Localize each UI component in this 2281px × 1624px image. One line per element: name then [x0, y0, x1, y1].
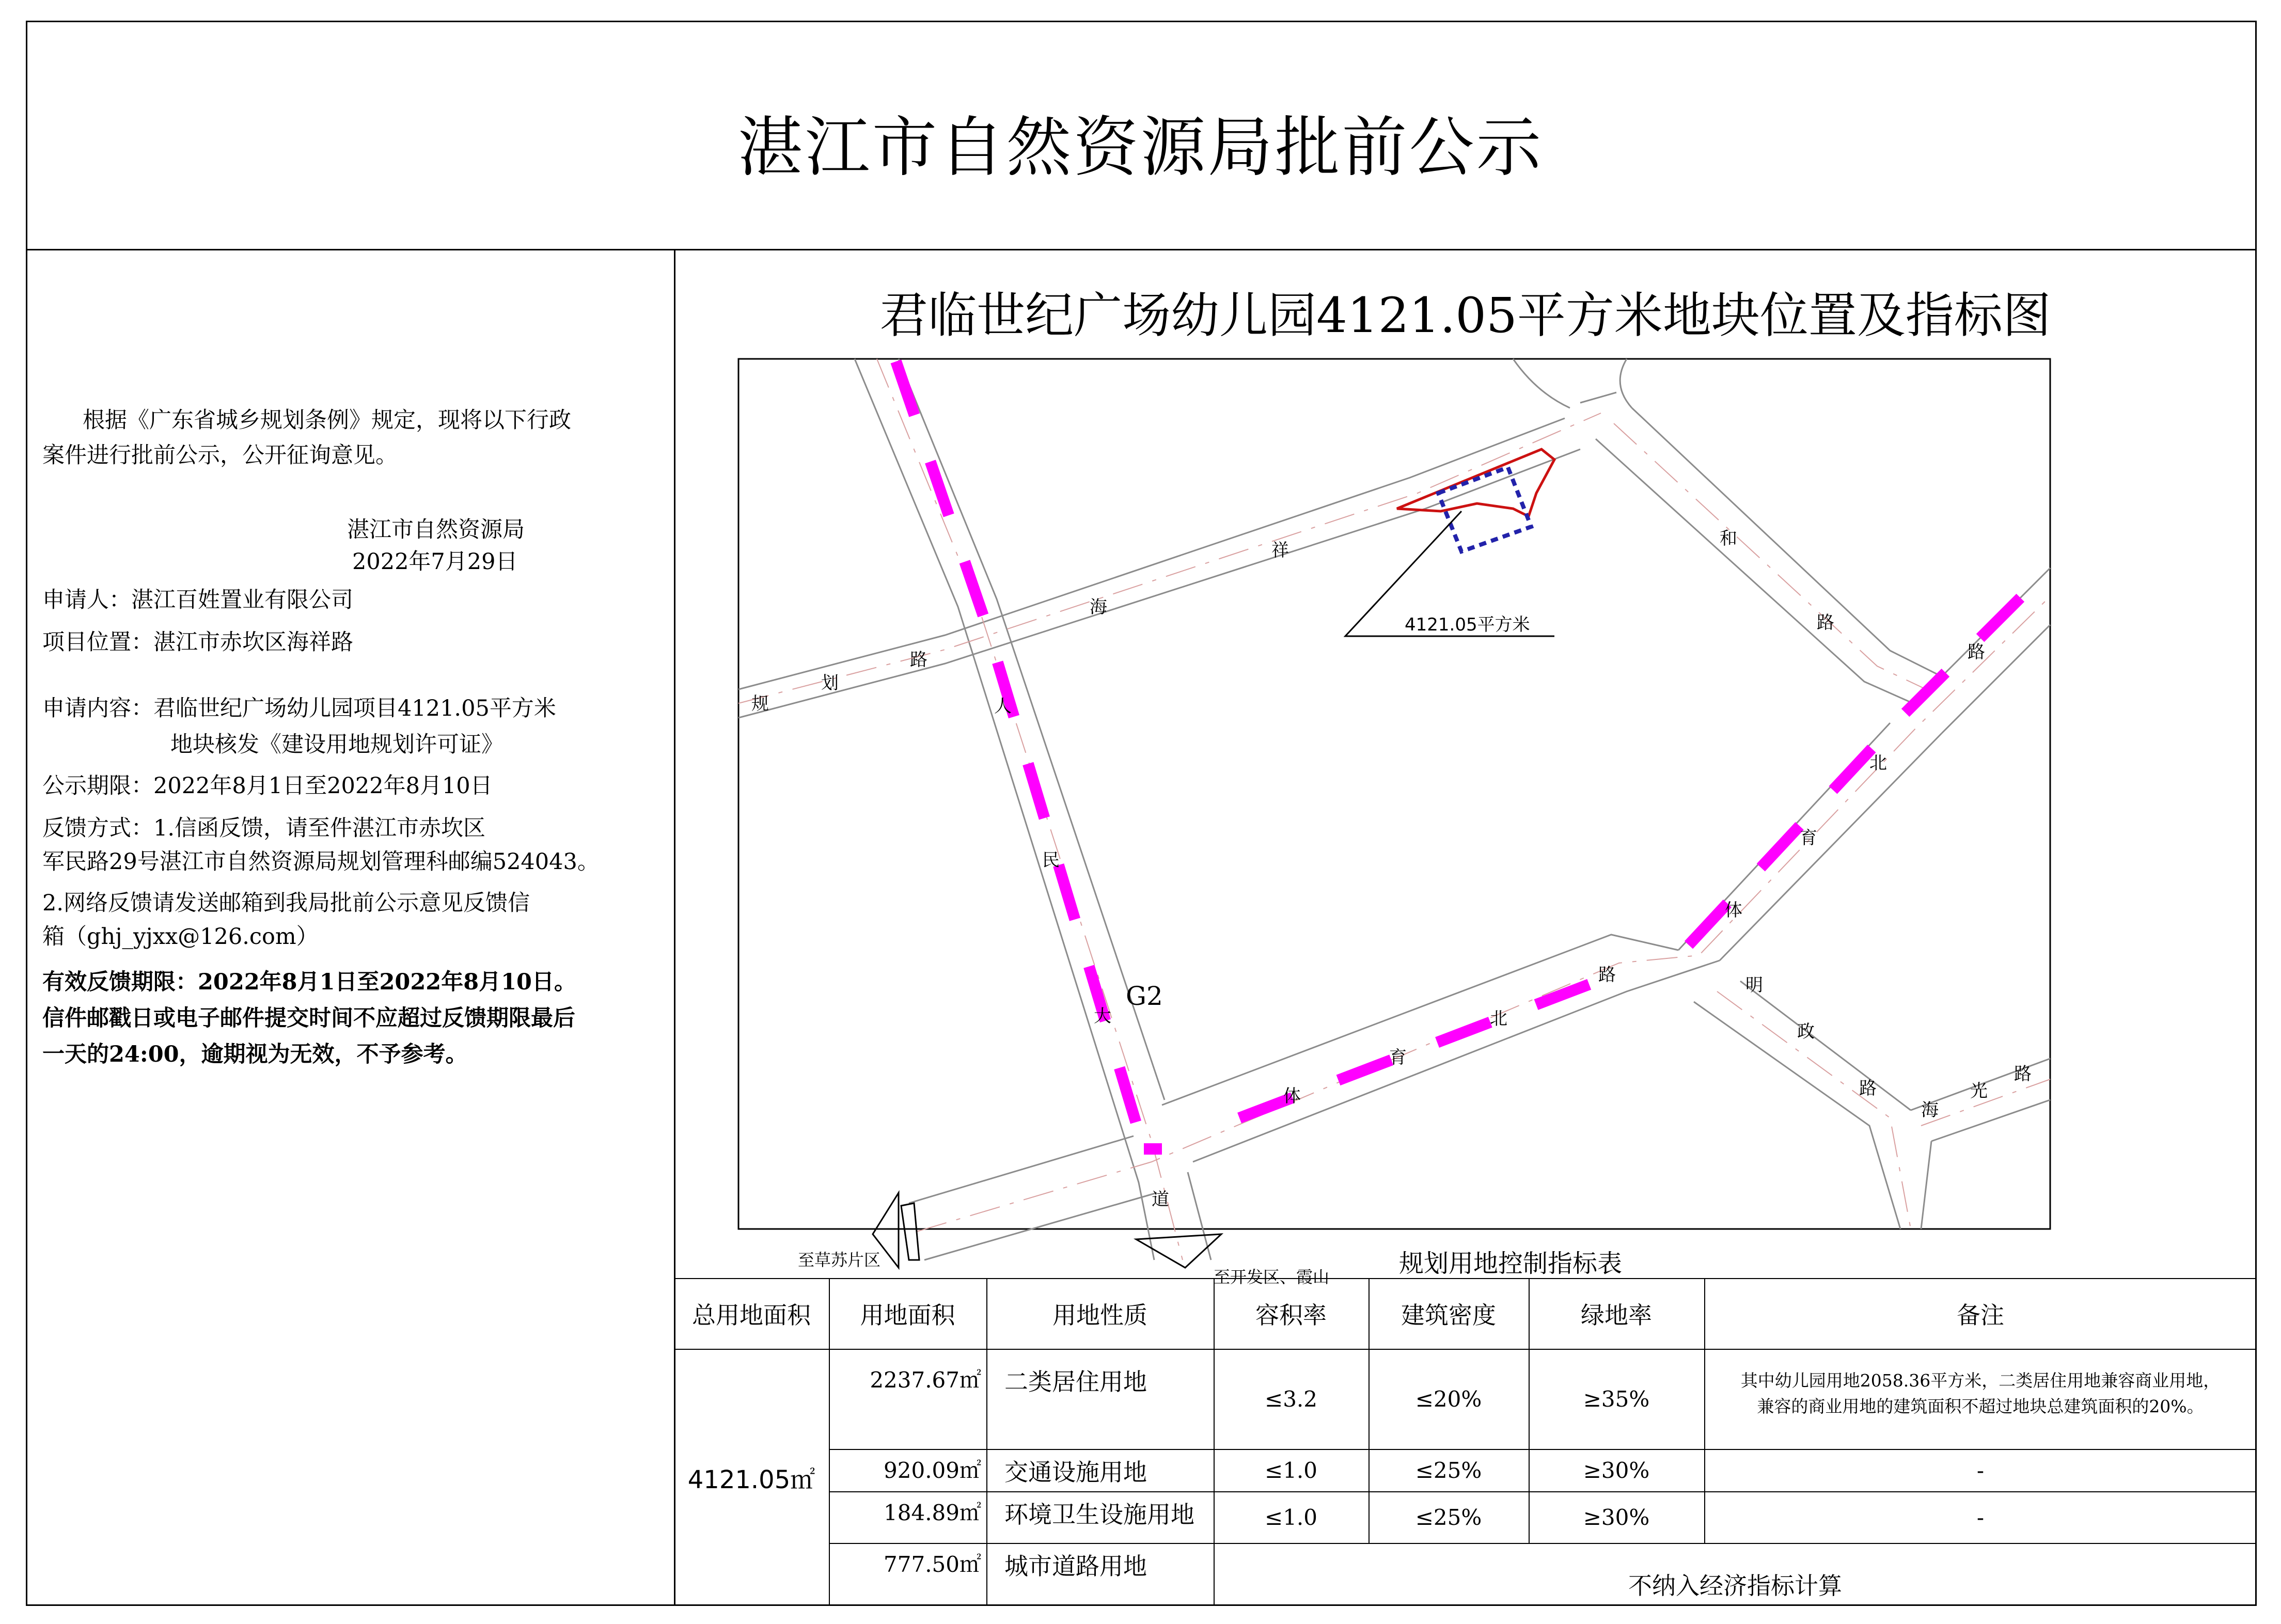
arrow-west-label: 至草苏片区	[798, 1250, 881, 1270]
road-char-renmin-2: 民	[1042, 850, 1060, 871]
road-char-tiyu-n-2: 北	[1869, 753, 1887, 774]
notice-feedback-line3: 2.网络反馈请发送邮箱到我局批前公示意见反馈信	[42, 890, 530, 916]
page-title: 湛江市自然资源局批前公示	[737, 109, 1544, 185]
row2-far: ≤1.0	[1265, 1457, 1317, 1483]
row1-area: 2237.67㎡	[870, 1367, 981, 1393]
notice-issue-date: 2022年7月29日	[352, 549, 518, 575]
tiyu-road-upper-ne2	[1942, 625, 2050, 733]
centerline-tiyu	[917, 596, 2050, 1232]
notice-deadline: 有效反馈期限：2022年8月1日至2022年8月10日。	[42, 969, 576, 995]
road-char-haiguang-2: 光	[1970, 1081, 1988, 1101]
haixiang-road-north-edge	[738, 418, 1565, 689]
row1-note-line2: 兼容的商业用地的建筑面积不超过地块总建筑面积的20%。	[1757, 1396, 2204, 1416]
road-centerlines	[738, 359, 2050, 1260]
haiguang-road-vert	[1921, 1141, 1931, 1229]
arrow-south-label: 至开发区、霞山	[1214, 1267, 1330, 1287]
notice-intro-line2: 案件进行批前公示，公开征询意见。	[42, 443, 398, 468]
row4-merged-note: 不纳入经济指标计算	[1628, 1571, 1842, 1600]
road-char-tiyu-n-4: 体	[1725, 900, 1742, 921]
road-char-renmin-1: 人	[994, 696, 1012, 717]
trunk-dash-renmin	[896, 361, 1144, 1149]
road-char-mingzheng-1: 明	[1745, 975, 1763, 996]
road-char-he-2: 路	[1817, 612, 1834, 633]
site-area-label: 4121.05平方米	[1405, 614, 1530, 635]
road-char-tiyu-s-2: 北	[1490, 1008, 1507, 1029]
road-network	[738, 359, 2050, 1260]
he-road-east-edge	[1632, 408, 1942, 676]
row2-density: ≤25%	[1415, 1457, 1482, 1483]
row3-use: 环境卫生设施用地	[1004, 1501, 1194, 1528]
table-line-row3	[829, 1543, 2257, 1544]
row1-use: 二类居住用地	[1004, 1368, 1147, 1396]
notice-feedback-email: 箱（ghj_yjxx@126.com）	[42, 924, 319, 950]
haixiang-road-south-edge	[738, 449, 1580, 718]
table-caption: 规划用地控制指标表	[1398, 1249, 1622, 1278]
notice-feedback-line1: 反馈方式：1.信函反馈，请至件湛江市赤坎区	[42, 815, 486, 841]
header-note: 备注	[1957, 1301, 2004, 1329]
road-char-haixiang-2: 祥	[1271, 540, 1289, 561]
tiyu-road-upper-east	[1720, 733, 1942, 960]
haiguang-road-south	[1931, 1100, 2050, 1141]
tiyu-road-lower-south	[1193, 960, 1720, 1162]
row4-area: 777.50㎡	[884, 1552, 981, 1577]
row2-use: 交通设施用地	[1004, 1458, 1147, 1486]
road-char-mingzheng-2: 政	[1797, 1021, 1815, 1042]
he-road-west-edge	[1596, 439, 1911, 702]
road-char-renmin-4: 道	[1152, 1189, 1169, 1210]
notice-applicant: 申请人：湛江百姓置业有限公司	[42, 587, 353, 613]
row1-note-line1: 其中幼儿园用地2058.36平方米，二类居住用地兼容商业用地，	[1740, 1370, 2221, 1391]
road-char-tiyu-s-3: 育	[1389, 1047, 1407, 1068]
header-green: 绿地率	[1581, 1301, 1652, 1329]
row4-use: 城市道路用地	[1004, 1552, 1147, 1580]
row1-far: ≤3.2	[1265, 1386, 1317, 1412]
road-char-haiguang-1: 海	[1921, 1100, 1939, 1121]
road-char-tiyu-s-1: 路	[1598, 965, 1616, 985]
mingzheng-road-east	[1740, 981, 1911, 1110]
tiyu-road-south-sw2	[924, 1193, 1157, 1260]
header-far: 容积率	[1255, 1301, 1327, 1329]
road-char-tiyu-n-3: 育	[1800, 828, 1817, 848]
header-total-area: 总用地面积	[692, 1301, 811, 1329]
notice-content-line2: 地块核发《建设用地规划许可证》	[170, 732, 504, 758]
road-char-mingzheng-3: 路	[1859, 1078, 1877, 1099]
row3-note: -	[1976, 1504, 1985, 1530]
road-g2-label: G2	[1126, 981, 1163, 1011]
road-char-tiyu-n-1: 路	[1968, 642, 1985, 663]
row3-green: ≥30%	[1583, 1504, 1650, 1530]
notice-issuer: 湛江市自然资源局	[347, 517, 525, 543]
row3-area: 184.89㎡	[884, 1500, 981, 1525]
site-boundary	[1397, 449, 1554, 516]
road-char-haiguang-3: 路	[2014, 1064, 2032, 1084]
tiyu-road-south-sw	[909, 1136, 1134, 1203]
row3-density: ≤25%	[1415, 1504, 1482, 1530]
row3-far: ≤1.0	[1265, 1504, 1317, 1530]
centerline-he	[1614, 423, 1926, 689]
road-char-guihua-3: 路	[910, 650, 927, 670]
notice-feedback-line2: 军民路29号湛江市自然资源局规划管理科邮编524043。	[42, 849, 600, 875]
map-title: 君临世纪广场幼儿园4121.05平方米地块位置及指标图	[879, 288, 2051, 344]
centerline-renmin	[877, 359, 1183, 1260]
haixiang-road-edge-east	[1580, 392, 1616, 403]
renmin-road-west-edge	[855, 359, 1154, 1260]
total-area-value: 4121.05㎡	[687, 1465, 815, 1494]
notice-intro-line1: 根据《广东省城乡规划条例》规定，现将以下行政	[83, 407, 571, 433]
header-density: 建筑密度	[1401, 1301, 1496, 1329]
road-char-renmin-3: 大	[1094, 1006, 1111, 1027]
row2-note: -	[1976, 1457, 1985, 1483]
row2-green: ≥30%	[1583, 1457, 1650, 1483]
arrow-west	[901, 1203, 919, 1260]
row1-green: ≥35%	[1583, 1386, 1650, 1412]
road-char-haixiang-1: 海	[1090, 597, 1107, 618]
notice-location: 项目位置：湛江市赤坎区海祥路	[42, 629, 353, 655]
road-char-he-1: 和	[1720, 528, 1737, 549]
notice-rule-line2: 一天的24:00，逾期视为无效，不予参考。	[42, 1042, 468, 1067]
header-use: 用地性质	[1052, 1301, 1147, 1329]
road-char-guihua-1: 规	[751, 693, 769, 714]
row2-area: 920.09㎡	[884, 1458, 981, 1483]
top-corner-curve	[1513, 359, 1570, 408]
top-right-curve	[1620, 359, 1632, 408]
road-char-guihua-2: 划	[821, 673, 839, 693]
road-char-tiyu-s-4: 体	[1283, 1086, 1301, 1107]
row1-density: ≤20%	[1415, 1386, 1482, 1412]
notice-rule-line1: 信件邮戳日或电子邮件提交时间不应超过反馈期限最后	[42, 1005, 575, 1031]
notice-content-line1: 申请内容：君临世纪广场幼儿园项目4121.05平方米	[42, 696, 556, 721]
header-area: 用地面积	[860, 1301, 955, 1329]
notice-period: 公示期限：2022年8月1日至2022年8月10日	[42, 773, 493, 799]
